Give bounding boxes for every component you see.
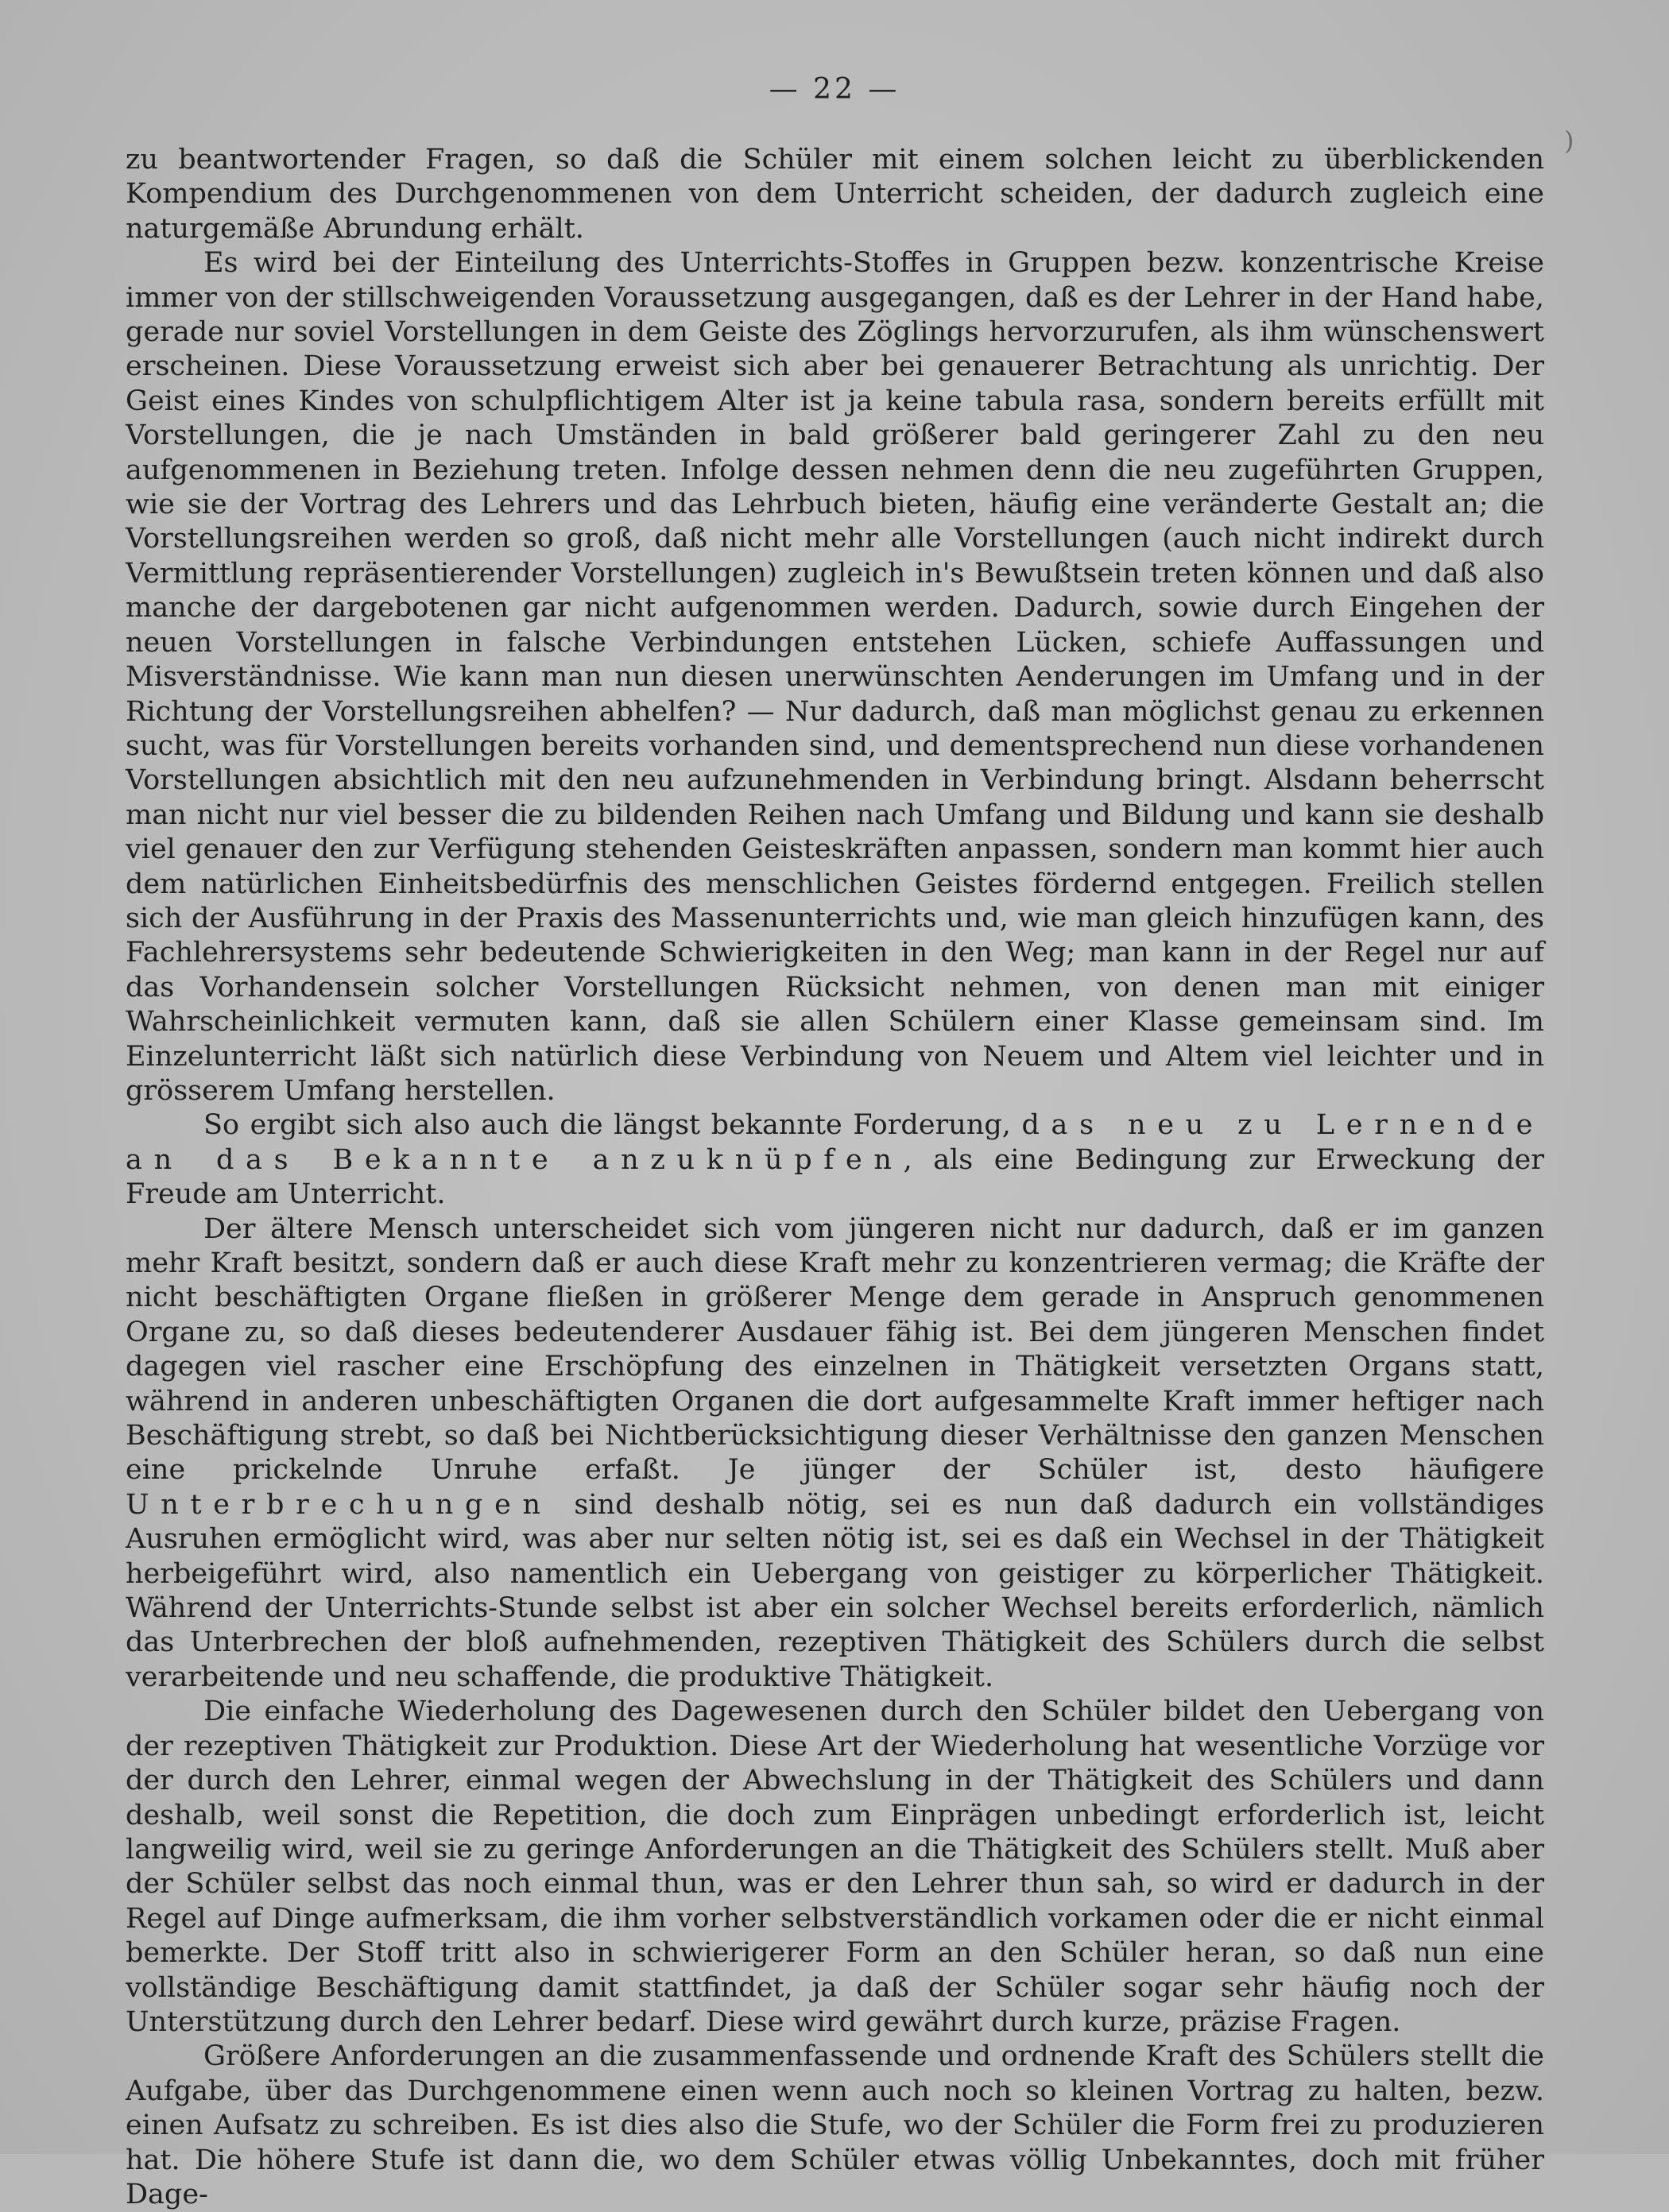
page-number: — 22 — [769, 73, 900, 106]
paragraph-3-after: , als eine Bedingung zur Erweckung der Freude am Unterricht. [126, 1143, 1544, 1211]
margin-mark: ) [1564, 126, 1574, 156]
paragraph-4-spaced-word: Unterbrechungen [126, 1488, 552, 1521]
paragraph-3-spaced-phrase: das neu zu Lernende an das Bekannte anzuknüpfen [126, 1109, 1544, 1176]
paragraph-4-before: Der ältere Mensch unterscheidet sich vom jüngeren nicht nur dadurch, daß er im ganzen mehr Kraft besitzt, sondern daß er auch diese Kraft mehr zu konzentrieren vermag; die Kräfte der nicht beschäftigten Organe fließen in größerer Menge dem gerade in Anspruch genommenen Organe zu, so daß dieses bedeutenderer Ausdauer fähig ist. Bei dem jüngeren Menschen findet dagegen viel rascher eine Erschöpfung des einzelnen in Thätigkeit versetzten Organs statt, während in anderen unbeschäftigten Organen die dort aufgesammelte Kraft immer heftiger nach Beschäftigung strebt, so daß bei Nichtberücksichtigung dieser Verhältnisse den ganzen Menschen eine prickelnde Unruhe erfaßt. Je jünger der Schüler ist, desto häufigere [126, 1212, 1544, 1487]
body-text [126, 143, 1544, 2212]
paragraph-2: Es wird bei der Einteilung des Unterrichts-Stoffes in Gruppen bezw. konzentrische Kreise immer von der stillschweigenden Voraussetzung ausgegangen, daß es der Lehrer in der Hand habe, gerade nur soviel Vorstellungen in dem Geiste des Zöglings hervorzurufen, als ihm wünschenswert erscheinen. Diese Voraussetzung erweist sich aber bei genauerer Betrachtung als unrichtig. Der Geist eines Kindes von schulpflichtigem Alter ist ja keine tabula rasa, sondern bereits erfüllt mit Vorstellungen, die je nach Umständen in bald größerer bald geringerer Zahl zu den neu aufgenommenen in Beziehung treten. Infolge dessen nehmen denn die neu zugeführten Gruppen, wie sie der Vortrag des Lehrers und das Lehrbuch bieten, häufig eine veränderte Gestalt an; die Vorstellungsreihen werden so groß, daß nicht mehr alle Vorstellungen (auch nicht indirekt durch Vermittlung repräsentierender Vorstellungen) zugleich in's Bewußtsein treten können und daß also manche der dargebotenen gar nicht aufgenommen werden. Dadurch, sowie durch Eingehen der neuen Vorstellungen in falsche Verbindungen entstehen Lücken, schiefe Auffassungen und Misverständnisse. Wie kann man nun diesen unerwünschten Aenderungen im Umfang und in der Richtung der Vorstellungsreihen abhelfen? — Nur dadurch, daß man möglichst genau zu erkennen sucht, was für Vorstellungen bereits vorhanden sind, und dementsprechend nun diese vorhandenen Vorstellungen absichtlich mit den neu aufzunehmenden in Verbindung bringt. Alsdann beherrscht man nicht nur viel besser die zu bildenden Reihen nach Umfang und Bildung und kann sie deshalb viel genauer den zur Verfügung stehenden Geisteskräften anpassen, sondern man kommt hier auch dem natürlichen Einheitsbedürfnis des menschlichen Geistes fördernd entgegen. Freilich stellen sich der Ausführung in der Praxis des Massenunterrichts und, wie man gleich hinzufügen kann, des Fachlehrersystems sehr bedeutende Schwierigkeiten in den Weg; man kann in der Regel nur auf das Vorhandensein solcher Vorstellungen Rücksicht nehmen, von denen man mit einiger Wahrscheinlichkeit vermuten kann, daß sie allen Schülern einer Klasse gemeinsam sind. Im Einzelunterricht läßt sich natürlich diese Verbindung von Neuem und Altem viel leichter und in grösserem Umfang herstellen. [126, 247, 1544, 1107]
paragraph-6: Größere Anforderungen an die zusammenfassende und ordnende Kraft des Schülers stellt die Aufgabe, über das Durchgenommene einen wenn auch noch so kleinen Vortrag zu halten, bezw. einen Aufsatz zu schreiben. Es ist dies also die Stufe, wo der Schüler die Form frei zu produzieren hat. Die höhere Stufe ist dann die, wo dem Schüler etwas völlig Unbekanntes, doch mit früher Dage- [126, 2040, 1544, 2210]
paragraph-4-after: sind deshalb nötig, sei es nun daß dadurch ein vollständiges Ausruhen ermöglicht wird, was aber nur selten nötig ist, sei es daß ein Wechsel in der Thätigkeit herbeigeführt wird, also namentlich ein Uebergang von geistiger zu körperlicher Thätigkeit. Während der Unterrichts-Stunde selbst ist aber ein solcher Wechsel bereits erforderlich, nämlich das Unterbrechen der bloß aufnehmenden, rezeptiven Thätigkeit des Schülers durch die selbst verarbeitende und neu schaffende, die produktive Thätigkeit. [126, 1488, 1544, 1693]
paragraph-3 [126, 1108, 1544, 1212]
paragraph-3-before: So ergibt sich also auch die längst bekannte Forderung, [203, 1109, 1022, 1142]
paragraph-5: Die einfache Wiederholung des Dagewesenen durch den Schüler bildet den Uebergang von der rezeptiven Thätigkeit zur Produktion. Diese Art der Wiederholung hat wesentliche Vorzüge vor der durch den Lehrer, einmal wegen der Abwechslung in der Thätigkeit des Schülers und dann deshalb, weil sonst die Repetition, die doch zum Einprägen unbedingt erforderlich ist, leicht langweilig wird, weil sie zu geringe Anforderungen an die Thätigkeit des Schülers stellt. Muß aber der Schüler selbst das noch einmal thun, was er den Lehrer thun sah, so wird er dadurch in der Regel auf Dinge aufmerksam, die ihm vorher selbstverständlich vorkamen oder die er nicht einmal bemerkte. Der Stoff tritt also in schwierigerer Form an den Schüler heran, so daß nun eine vollständige Beschäftigung damit stattfindet, ja daß der Schüler sogar sehr häufig noch der Unterstützung durch den Lehrer bedarf. Diese wird gewährt durch kurze, präzise Fragen. [126, 1696, 1544, 2038]
paragraph-1: zu beantwortender Fragen, so daß die Schüler mit einem solchen leicht zu überblickenden Kompendium des Durchgenommenen von dem Unterricht scheiden, der dadurch zugleich eine naturgemäße Abrundung erhält. [126, 144, 1544, 245]
paragraph-4 [126, 1212, 1544, 1696]
